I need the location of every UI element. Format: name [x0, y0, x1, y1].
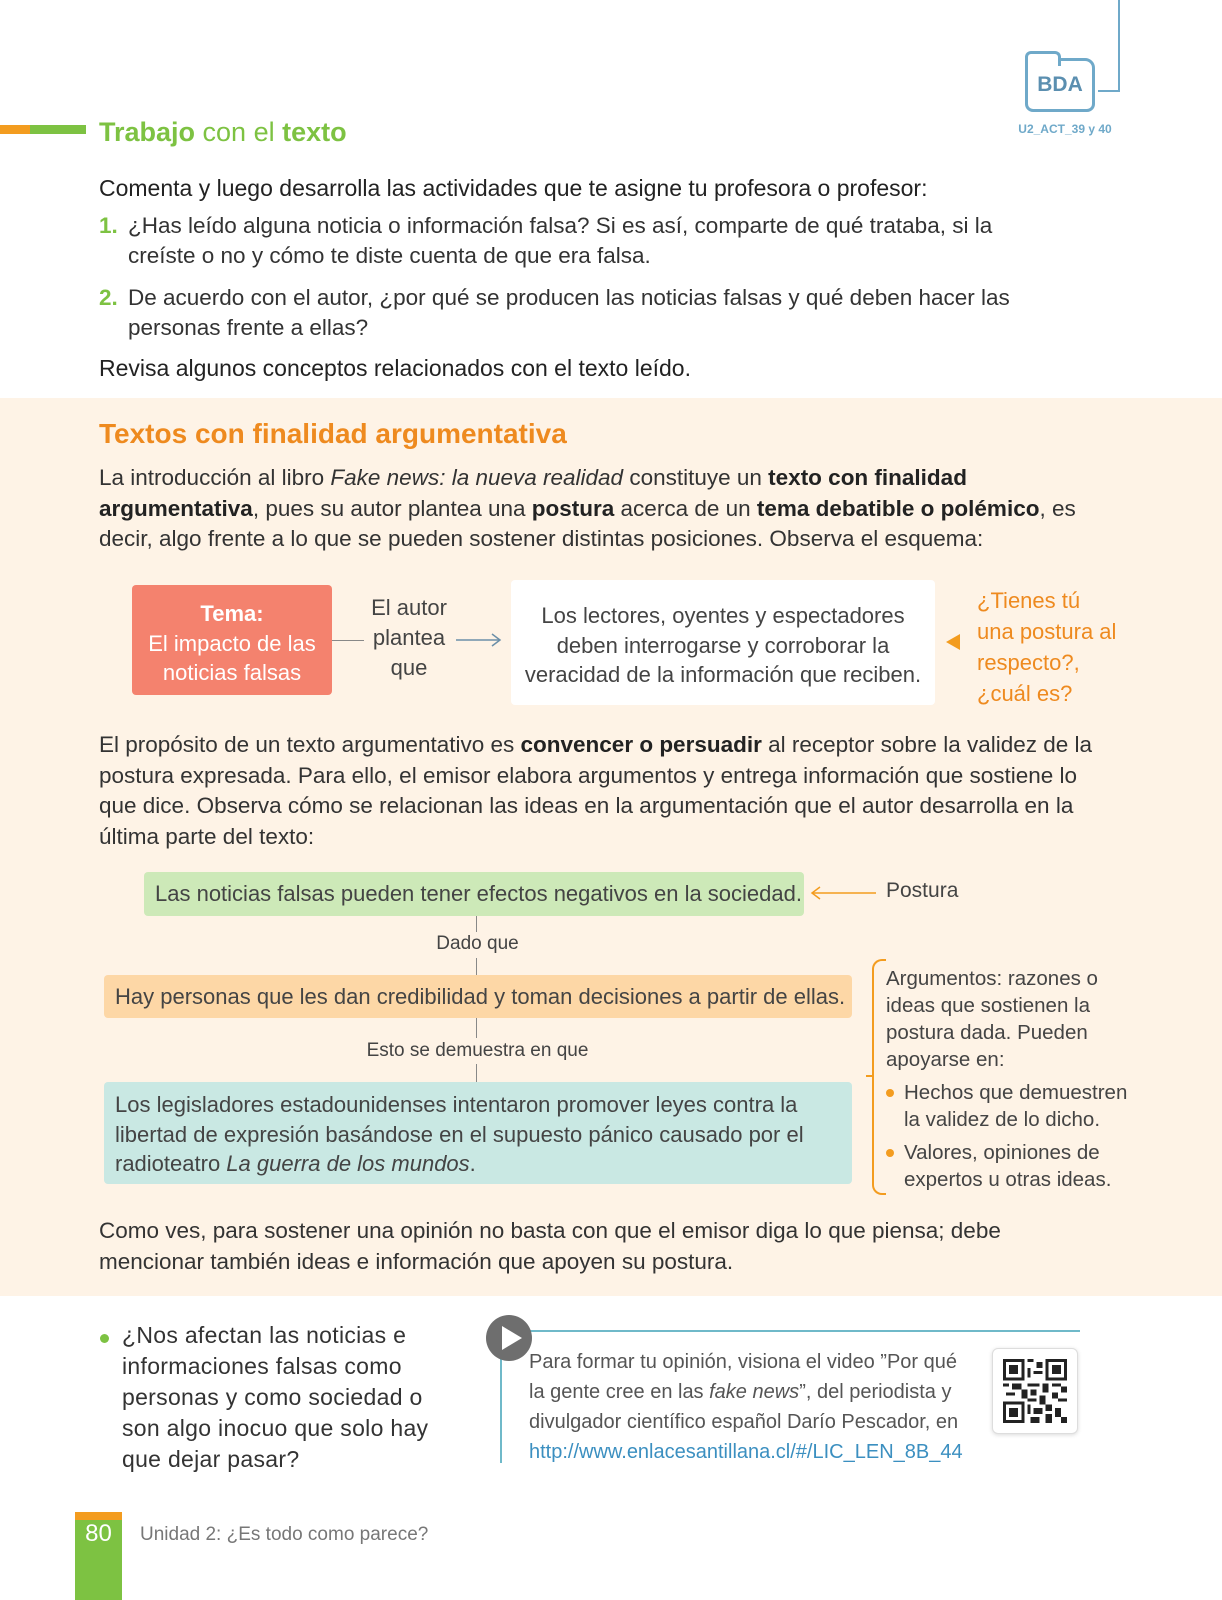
video-description: Para formar tu opinión, visiona el video ”Por qué la gente cree en las fake news”, del periodista y divulgador científico español Darío Pescador, en http://www.enlacesantillana.cl/#/LIC_LEN_8B_44: [529, 1351, 963, 1463]
triangle-pointer-icon: [946, 634, 960, 650]
video-rule-horizontal: [500, 1330, 1080, 1332]
link-esto-se-demuestra: Esto se demuestra en que: [366, 1040, 589, 1061]
activity-number: 2.: [99, 285, 118, 310]
argument-bullet-1: Hechos que demuestren la validez de lo dicho.: [886, 1079, 1136, 1133]
revisa-text: Revisa algunos conceptos relacionados con el texto leído.: [99, 355, 691, 381]
bda-code: U2_ACT_39 y 40: [1018, 122, 1112, 136]
left-arrow-icon: [810, 885, 876, 901]
bda-connector-line: [1118, 0, 1120, 92]
video-rule-vertical: [500, 1348, 502, 1463]
section-stripe-green: [30, 125, 86, 134]
qr-code-icon[interactable]: [992, 1348, 1078, 1434]
arguments-definition: Argumentos: razones o ideas que sostienen la postura dada. Pueden apoyarse en:: [886, 967, 1098, 1071]
concept-paragraph-1: La introducción al libro Fake news: la nueva realidad constituye un texto con finalidad argumentativa, pues su autor plantea una postura acerca de un tema debatible o polémico, es decir, algo frente a lo que se pueden sostener distintas posiciones. Observa el esquema:: [99, 465, 1076, 551]
bda-label: BDA: [1037, 73, 1083, 96]
link-dado-que: Dado que: [436, 933, 519, 954]
postura-label: Postura: [886, 879, 959, 902]
link-line: [476, 1018, 477, 1038]
activity-item-1: [99, 211, 1059, 271]
connector-line: [332, 640, 364, 641]
bullet-icon: [100, 1334, 109, 1343]
connector-text: El autor plantea que: [371, 595, 447, 680]
tema-text: El impacto de las noticias falsas: [148, 630, 316, 685]
activity-item-2: [99, 283, 1059, 343]
tema-box: [132, 585, 332, 695]
bda-folder-icon[interactable]: [1025, 58, 1095, 112]
reflection-question: ¿Nos afectan las noticias e informaciones falsas como personas y como sociedad o son algo inocuo que solo hay que dejar pasar?: [122, 1322, 429, 1472]
activity-text: De acuerdo con el autor, ¿por qué se producen las noticias falsas y qué deben hacer las personas frente a ellas?: [128, 285, 1010, 340]
arguments-brace: [872, 959, 886, 1195]
link-line: [476, 1064, 477, 1082]
section-stripe-orange: [0, 125, 30, 134]
section-title: Trabajo con el texto: [99, 117, 347, 147]
concept-subtitle: Textos con finalidad argumentativa: [99, 418, 567, 449]
postura-question: ¿Tienes tú una postura al respecto?, ¿cuál es?: [977, 588, 1117, 706]
author-postura-box: Los lectores, oyentes y espectadores deben interrogarse y corroborar la veracidad de la información que reciben.: [511, 580, 935, 705]
evidence-box: Los legisladores estadounidenses intentaron promover leyes contra la libertad de expresión basándose en el supuesto pánico causado por el radioteatro La guerra de los mundos.: [104, 1082, 852, 1184]
activities-intro: Comenta y luego desarrolla las actividades que te asigne tu profesora o profesor:: [99, 175, 928, 201]
activity-text: ¿Has leído alguna noticia o información falsa? Si es así, comparte de qué trataba, si la creíste o no y cómo te diste cuenta de que era falsa.: [128, 213, 993, 268]
link-line: [476, 958, 477, 975]
unit-title: Unidad 2: ¿Es todo como parece?: [140, 1524, 429, 1545]
page-number: 80: [85, 1520, 112, 1547]
footer-stripe-orange: [75, 1512, 122, 1520]
right-arrow-icon: [456, 632, 502, 648]
link-line: [476, 916, 477, 932]
bda-connector-line-h: [1098, 90, 1120, 92]
activity-number: 1.: [99, 213, 118, 238]
tema-label: Tema:: [200, 601, 264, 626]
argument-bullet-2: Valores, opiniones de expertos u otras ideas.: [886, 1139, 1136, 1193]
argument-box: Hay personas que les dan credibilidad y toman decisiones a partir de ellas.: [104, 975, 852, 1018]
qr-code-graphic: [1003, 1359, 1067, 1423]
concept-paragraph-2: El propósito de un texto argumentativo es convencer o persuadir al receptor sobre la validez de la postura expresada. Para ello, el emisor elabora argumentos y entrega información que sostiene lo que dice. Observa cómo se relacionan las ideas en la argumentación que el autor desarrolla en la última parte del texto:: [99, 732, 1093, 849]
concept-paragraph-3: Como ves, para sostener una opinión no basta con que el emisor diga lo que piensa; debe mencionar también ideas e información que apoyen su postura.: [99, 1218, 1001, 1274]
play-icon[interactable]: [486, 1315, 532, 1361]
bullet-icon: [886, 1089, 894, 1097]
postura-box: Las noticias falsas pueden tener efectos negativos en la sociedad.: [144, 872, 804, 916]
arguments-brace-tip: [866, 1075, 874, 1077]
video-link[interactable]: http://www.enlacesantillana.cl/#/LIC_LEN_8B_44: [529, 1441, 963, 1463]
bullet-icon: [886, 1149, 894, 1157]
